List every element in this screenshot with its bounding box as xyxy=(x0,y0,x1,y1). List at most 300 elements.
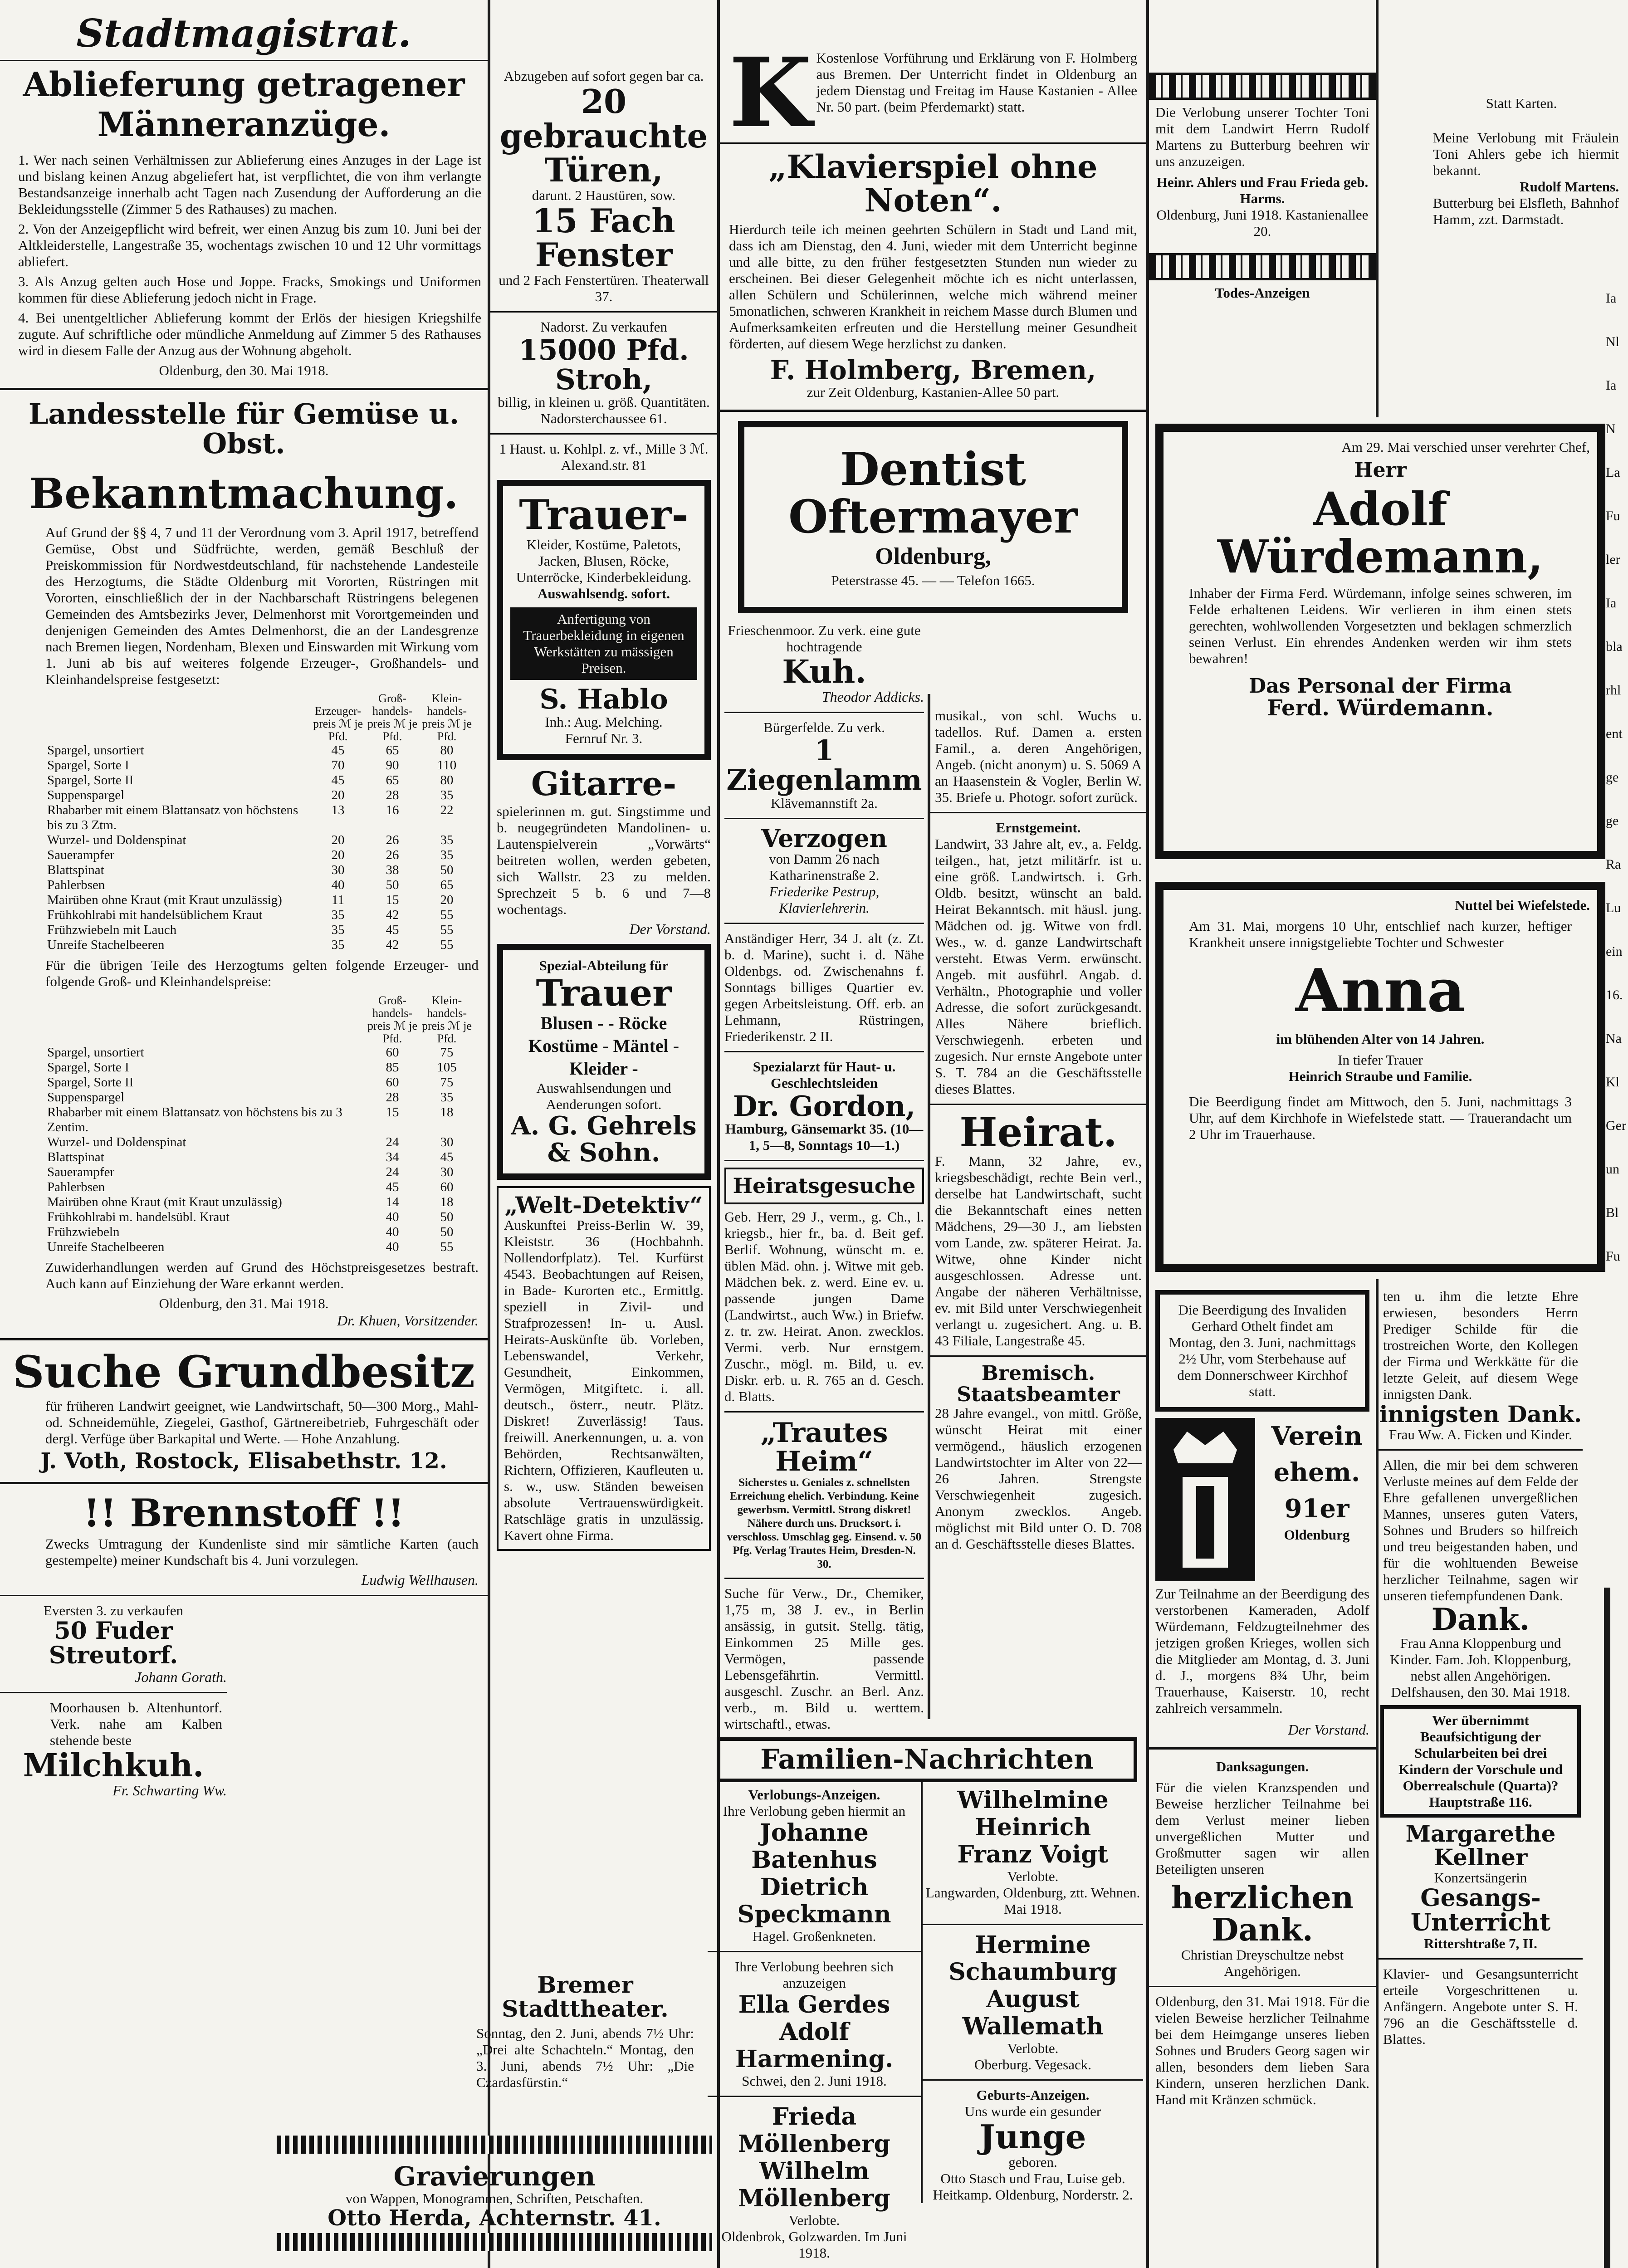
price-value: 35 xyxy=(440,1090,454,1105)
price-value: 14 xyxy=(386,1195,399,1210)
familien-right xyxy=(921,1782,1143,2203)
price-value: 45 xyxy=(331,743,345,758)
dank-intro: ten u. ihm die letzte Ehre erwiesen, besonders Herrn Prediger Schilde für die trostreichen Worte, den Kollegen der Firma und Werkkätte für die letzte Geleit, auf diesem Wege innigsten Dank. xyxy=(1383,1288,1578,1402)
divider xyxy=(720,410,1146,412)
divider xyxy=(923,2079,1143,2081)
edge-fragment: ge xyxy=(1606,813,1619,828)
ornament xyxy=(1149,253,1376,280)
price-row xyxy=(45,758,474,773)
dank-title: herzlichen Dank. xyxy=(1171,1880,1354,1949)
stroh-pre: Nadorst. Zu verkaufen xyxy=(540,318,667,335)
price-value: 45 xyxy=(386,1180,399,1195)
bekanntmachung-signer: Dr. Khuen, Vorsitzender. xyxy=(337,1312,479,1329)
divider xyxy=(724,1411,924,1413)
holmberg-name: F. Holmberg, Bremen, xyxy=(770,355,1096,386)
kuh-text: Frieschenmoor. Zu verk. eine gute hochtragende xyxy=(728,622,921,655)
kellner-title: Gesangs-Unterricht xyxy=(1410,1884,1551,1937)
price-item: Wurzel- und Doldenspinat xyxy=(47,833,186,848)
grundbesitz-title: Suche Grundbesitz xyxy=(13,1346,475,1398)
price-value: 45 xyxy=(386,923,399,938)
edge-fragment: ent xyxy=(1606,726,1623,741)
verlobung-place: Butterburg bei Elsfleth, Bahnhof Hamm, zzt. Darmstadt. xyxy=(1433,195,1619,227)
wuerdemann-herr: Herr xyxy=(1354,459,1407,482)
geburt-title: Junge xyxy=(979,2117,1086,2156)
price-value: 85 xyxy=(386,1060,399,1075)
wuerdemann-body: Inhaber der Firma Ferd. Würdemann, infolge seines schweren, im Felde erhaltenen Leidens. Wir verlieren in ihm einen stets gerechten, wohlwollenden Vorgesetzten und beklagen schmerzlich seinen Verlust. Ein ehrendes Andenken werden wir ihm stets bewahren! xyxy=(1189,585,1572,667)
v4-label: Verlobte. xyxy=(1007,2040,1059,2056)
price-row xyxy=(45,803,474,833)
divider xyxy=(0,388,488,390)
divider xyxy=(0,1692,227,1693)
crown-emblem-icon xyxy=(1155,1418,1255,1581)
col-head-erzeuger: Erzeuger-preis ℳ je Pfd. xyxy=(313,704,363,743)
column-rule xyxy=(1604,1588,1610,2268)
gehrels-items: Blusen - - Röcke Kostüme - Mäntel - Kleider - xyxy=(528,1013,680,1079)
price-value: 60 xyxy=(386,1075,399,1090)
dentist-ad xyxy=(738,421,1128,613)
price-row xyxy=(45,1090,474,1105)
v1-name-b: Dietrich Speckmann xyxy=(737,1873,891,1928)
edge-fragment: La xyxy=(1606,465,1620,480)
ornament xyxy=(277,2233,712,2251)
anna-age: im blühenden Alter von 14 Jahren. xyxy=(1276,1031,1485,1047)
price-item: Spargel, unsortiert xyxy=(47,743,144,758)
edge-fragment: ge xyxy=(1606,770,1619,785)
edge-fragment: un xyxy=(1606,1162,1619,1177)
price-value: 40 xyxy=(386,1210,399,1225)
edge-fragment: Na xyxy=(1606,1031,1622,1046)
price-value: 45 xyxy=(331,773,345,788)
dentist-addr: Peterstrasse 45. — — Telefon 1665. xyxy=(831,572,1035,588)
magistrat-item: 4. Bei unentgeltlicher Ablieferung kommt der Erlös der hiesigen Kriegshilfe zugute. Auf schriftliche oder mündliche Anmeldung auf Zimmer 5 des Rathauses wird in diesem Falle der Anzug aus der Wohnung abgeholt. xyxy=(18,309,481,358)
price-row xyxy=(45,833,474,848)
holmberg-intro: Kostenlose Vorführung und Erklärung von F. Holmberg aus Bremen. Der Unterricht findet in Oldenburg an jedem Dienstag und Freitag im Hause Kastanien - Allee Nr. 50 part. (beim Pferdemarkt) statt. xyxy=(816,50,1137,115)
price-value: 50 xyxy=(440,1225,454,1240)
price-value: 40 xyxy=(386,1240,399,1255)
v2-name-a: Wilhelmine Heinrich xyxy=(957,1786,1109,1841)
tueren-title: 20 gebrauchte Türen, xyxy=(499,82,708,190)
wuerdemann-name: Adolf Würdemann, xyxy=(1217,482,1544,584)
price-row xyxy=(45,773,474,788)
ziege-title: 1 Ziegenlamm xyxy=(726,734,922,797)
price-row xyxy=(45,1165,474,1180)
divider xyxy=(724,1578,924,1579)
holmberg-ad xyxy=(729,50,1137,136)
price-row xyxy=(45,743,474,758)
price-value: 50 xyxy=(440,1210,454,1225)
price-item: Frühzwiebeln xyxy=(47,1225,120,1240)
detektiv-ad xyxy=(497,1186,711,1551)
price-value: 35 xyxy=(440,833,454,848)
milchkuh-title: Milchkuh. xyxy=(23,1746,204,1784)
price-item: Wurzel- und Doldenspinat xyxy=(47,1135,186,1150)
price-value: 60 xyxy=(440,1180,454,1195)
v3-name-a: Ella Gerdes xyxy=(738,1991,890,2019)
price-row xyxy=(45,1210,474,1225)
price-item: Rhabarber mit einem Blattansatz von höchstens bis zu 3 Zentim. xyxy=(47,1105,342,1135)
price-item: Mairüben ohne Kraut (mit Kraut unzulässig) xyxy=(47,893,282,908)
anna-place: Nuttel bei Wiefelstede. xyxy=(1455,897,1590,913)
kuh-title: Kuh. xyxy=(782,652,866,690)
divider xyxy=(0,1595,488,1596)
price-value: 35 xyxy=(440,848,454,863)
gordon-title: Dr. Gordon, xyxy=(733,1090,916,1123)
divider xyxy=(1149,1986,1376,1987)
theater-ad xyxy=(467,1969,703,2141)
verzogen-name: Friederike Pestrup, Klavierlehrerin. xyxy=(769,884,880,916)
column-3a xyxy=(724,622,924,1732)
price-value: 110 xyxy=(437,758,457,773)
divider xyxy=(930,1104,1146,1105)
magistrat-items xyxy=(18,152,481,359)
anna-fam: Heinrich Straube und Familie. xyxy=(1288,1068,1472,1084)
price-value: 75 xyxy=(440,1045,454,1060)
ernstgemeint-title: Ernstgemeint. xyxy=(996,820,1081,836)
detektiv-title: „Welt-Detektiv“ xyxy=(504,1191,703,1218)
price-item: Spargel, Sorte II xyxy=(47,1075,134,1090)
v2-label: Verlobte. xyxy=(1007,1868,1059,1884)
divider xyxy=(1149,1747,1376,1750)
v3-place: Schwei, den 2. Juni 1918. xyxy=(742,2073,887,2089)
dank3-title: Dank. xyxy=(1431,1601,1530,1637)
holmberg-title: „Klavierspiel ohne Noten“. xyxy=(768,148,1098,219)
gehrels-text: Auswahlsendungen und Aenderungen sofort. xyxy=(536,1080,671,1113)
ernstgemeint-text: Landwirt, 33 Jahre alt, ev., a. Feldg. teilgen., hat, jetzt militärfr. ist u. eine größ. Landwirtsch. i. Grh. Oldb. besitzt, wünscht an bald. Heirat Bekanntsch. mit häusl. jung. Mädchen od. jg. Witwe von frdl. Wes., w. d. ganze Landwirtschaft versteht. Etwas Verm. erwünscht. Angeb. mit ausführl. Angab. d. Verhältn., Photographie und voller Adresse, die sofort zurückgesandt. Alles Nähere brieflich. Verschwiegenh. erbeten und zugesich. Nur ernste Angebote unter S. T. 784 an die Geschäftsstelle dieses Blattes. xyxy=(935,836,1142,1097)
edge-fragment: Ra xyxy=(1606,857,1621,872)
price-value: 80 xyxy=(440,773,454,788)
theater-text: Sonntag, den 2. Juni, abends 7½ Uhr: „Drei alte Schachteln.“ Montag, den 3. Juni, abends 7½ Uhr: „Die Czardasfürstin.“ xyxy=(476,2025,694,2090)
price-value: 13 xyxy=(331,803,345,818)
price-value: 70 xyxy=(331,758,345,773)
edge-fragment: Fu xyxy=(1606,508,1620,523)
dank-head: Danksagungen. xyxy=(1216,1759,1309,1774)
price-value: 80 xyxy=(440,743,454,758)
tueren-mid: darunt. 2 Haustüren, sow. xyxy=(532,187,676,203)
price-row xyxy=(45,1135,474,1150)
verein-sig: Der Vorstand. xyxy=(1288,1721,1369,1738)
grav-text: von Wappen, Monogrammen, Schriften, Petschaften. xyxy=(345,2190,644,2206)
edge-fragment: Kl xyxy=(1606,1075,1619,1090)
price-value: 35 xyxy=(331,908,345,923)
price-row xyxy=(45,1195,474,1210)
dank-sig-6: Frau Ww. A. Ficken und Kinder. xyxy=(1389,1426,1572,1442)
familien-nachrichten xyxy=(708,1737,1146,2268)
price-value: 30 xyxy=(440,1165,454,1180)
geburt-sig: Otto Stasch und Frau, Luise geb. Heitkamp. Oldenburg, Norderstr. 2. xyxy=(933,2170,1133,2203)
streutorf-sig: Johann Gorath. xyxy=(135,1668,227,1685)
price-item: Pahlerbsen xyxy=(47,878,105,893)
price-value: 50 xyxy=(386,878,399,893)
price-value: 24 xyxy=(386,1135,399,1150)
verlobung-martens: Meine Verlobung mit Fräulein Toni Ahlers gebe ich hiermit bekannt. xyxy=(1433,130,1619,178)
streutorf-pre: Eversten 3. zu verkaufen xyxy=(43,1602,184,1618)
grundbesitz-sig: J. Voth, Rostock, Elisabethstr. 12. xyxy=(40,1448,447,1474)
haus-text: 1 Haust. u. Kohlpl. z. vf., Mille 3 ℳ. Alexand.str. 81 xyxy=(499,441,709,474)
familien-title: Familien-Nachrichten xyxy=(760,1744,1094,1775)
price-value: 75 xyxy=(440,1075,454,1090)
dank2-text-6: Allen, die mir bei dem schweren Verluste meines auf dem Felde der Ehre gefallenen unvergeßlichen Mannes, unseres guten Vaters, Sohnes und Bruders so hilfreich und treu beigestanden haben, und für die wohltuenden Beweise herzlicher Teilnahme, sagen wir unseren tiefempfundenen Dank. xyxy=(1383,1457,1578,1603)
heiratsgesuche-title: Heiratsgesuche xyxy=(733,1173,916,1198)
masthead-stadtmagistrat: Stadtmagistrat. xyxy=(76,11,411,56)
heirat-text: F. Mann, 32 Jahre, ev., kriegsbeschädigt, rechte Bein verl., derselbe hat Landwirtschaft, sucht die Bekanntschaft eines netten Mädchens, 29—30 J., am liebsten vom Lande, zw. späterer Heirat. Ja. Witwe, ohne Kinder nicht ausgeschlossen. Adresse unt. Angabe der näheren Verhältnisse, ev. mit Bild unter Verschwiegenheit verlangt u. zugesichert. Ang. u. B. 43 Filiale, Langestraße 45. xyxy=(935,1153,1142,1349)
price-value: 22 xyxy=(440,803,454,818)
price-item: Unreife Stachelbeeren xyxy=(47,938,165,953)
stroh-text: billig, in kleinen u. größ. Quantitäten. Nadorsterchaussee 61. xyxy=(498,394,710,427)
schul-box xyxy=(1380,1705,1581,1818)
price-item: Suppenspargel xyxy=(47,1090,125,1105)
bekanntmachung-mid: Für die übrigen Teile des Herzogtums gelten folgende Erzeuger- und folgende Groß- und Kleinhandelspreise: xyxy=(45,957,479,990)
streutorf-title: 50 Fuder Streutorf. xyxy=(49,1617,178,1670)
tueren-pre: Abzugeben auf sofort gegen bar ca. xyxy=(504,68,704,84)
v2-name-b: Franz Voigt xyxy=(957,1841,1109,1868)
v1-place: Hagel. Großenkneten. xyxy=(752,1928,876,1944)
musikal-text: musikal., von schl. Wuchs u. tadellos. Ruf. Damen a. ersten Famil., a. deren Angehörigen, Angeb. (nicht anonym) u. S. 5069 A an Haasenstein & Vogler, Berlin W. 35. Briefe u. Photogr. sofort zurück. xyxy=(935,708,1142,805)
gehrels-name: A. G. Gehrels & Sohn. xyxy=(511,1111,697,1168)
grav-title: Gravierungen xyxy=(393,2161,596,2192)
trauer-anf: Anfertigung von Trauerbekleidung in eigenen Werkstätten zu mässigen Preisen. xyxy=(510,607,697,680)
edge-fragment: N xyxy=(1606,421,1616,436)
edge-fragment: Bl xyxy=(1606,1205,1619,1220)
gehrels-ad xyxy=(497,944,711,1180)
trauer-items: Kleider, Kostüme, Paletots, Jacken, Blusen, Röcke, Unterröcke, Kinderbekleidung. xyxy=(516,536,692,585)
price-value: 55 xyxy=(440,923,454,938)
grundbesitz-text: für früheren Landwirt geeignet, wie Landwirtschaft, 50—300 Morg., Mahl- od. Schneidemühle, Ziegelei, Gasthof, Gärtnereibetrieb, Fuhrgeschäft oder dergl. Verfüge über Barkapital und Werte. — Hohe Anzahlung. xyxy=(45,1398,479,1447)
price-row xyxy=(45,878,474,893)
price-row xyxy=(45,1180,474,1195)
price-item: Frühkohlrabi mit handelsüblichem Kraut xyxy=(47,908,263,923)
divider xyxy=(490,433,717,435)
verlobung-sig: Rudolf Martens. xyxy=(1520,179,1619,195)
divider xyxy=(724,1160,924,1161)
verein-ad xyxy=(1155,1418,1369,1581)
edge-fragment: ein xyxy=(1606,944,1623,959)
edge-fragment: Ia xyxy=(1606,596,1617,611)
price-value: 16 xyxy=(386,803,399,818)
divider xyxy=(1379,1449,1583,1451)
price-value: 60 xyxy=(386,1045,399,1060)
price-item: Spargel, Sorte I xyxy=(47,758,129,773)
geburt-post: geboren. xyxy=(1008,2154,1057,2170)
price-value: 55 xyxy=(440,908,454,923)
heiratsgesuche-head xyxy=(724,1168,924,1204)
gitarre-title: Gitarre- xyxy=(531,764,677,803)
price-value: 42 xyxy=(386,938,399,953)
price-row xyxy=(45,923,474,938)
headline-bekanntmachung: Bekanntmachung. xyxy=(29,469,459,518)
price-table-1-body xyxy=(45,743,474,953)
gehrels-pre: Spezial-Abteilung für xyxy=(539,958,669,974)
v3-pre: Ihre Verlobung beehren sich anzuzeigen xyxy=(735,1959,894,1991)
price-item: Spargel, Sorte I xyxy=(47,1060,129,1075)
familien-head xyxy=(717,1737,1137,1782)
divider xyxy=(0,60,488,61)
stroh-title: 15000 Pfd. Stroh, xyxy=(518,333,689,396)
edge-fragment: Nl xyxy=(1606,334,1619,349)
headline-landesstelle: Landesstelle für Gemüse u. Obst. xyxy=(28,397,460,460)
divider xyxy=(490,311,717,313)
edge-fragment: Ger xyxy=(1606,1118,1626,1133)
price-row xyxy=(45,848,474,863)
price-value: 18 xyxy=(440,1105,454,1120)
bekanntmachung-body: Auf Grund der §§ 4, 7 und 11 der Verordnung vom 3. April 1917, betreffend Gemüse, Obst und Südfrüchte, werden, gemäß Beschluß der Preiskommission für Nordwestdeutschland, für nachstehende Landesteile des Herzogtums, die Städte Oldenburg mit Vororten, Rüstringen mit Vororten, einschließlich der in der Nachbarschaft Rüstringens belegenen Gemeinden des Amtsbezirks Jever, Delmenhorst mit Vorortgemeinden und denjenigen Gemeinden des Amtes Delmenhorst, die an der Landesgrenze nach Bremen liegen, Nordenham, Blexen und Einswarden mit Wirkung vom 1. Juni ab bis auf weiteres folgende Erzeuger-, Großhandels- und Kleinhandelspreise festgesetzt: xyxy=(45,524,479,688)
detektiv-text: Auskunftei Preiss-Berlin W. 39, Kleiststr. 36 (Hochbahnh. Nollendorfplatz). Tel. Kurfürst 4543. Beobachtungen auf Reisen, in Bade- Kurorten etc., Ermittlg. speziell in Zivil- und Strafprozessen! In- u. Ausl. Heirats-Auskünfte üb. Vorleben, Lebenswandel, Verkehr, Gesundheit, Einkommen, Vermögen, Mitgiftetc. i. all. deutsch., österr., neutr. Plätz. Diskret! Zuverlässig! Taus. freiwill. Anerkennungen, u. a. von Behörden, Rechtsanwälten, Richtern, Offizieren, Kaufleuten u. s. w., usw. Ständen beweisen absolute Vertrauenswürdigkeit. Ratschläge gratis in unzulässig. Kavert ohne Firma. xyxy=(504,1217,704,1544)
wuerdemann-sig1: Das Personal der Firma xyxy=(1249,675,1512,698)
staatsbeamter-title: Bremisch. Staatsbeamter xyxy=(957,1362,1120,1406)
price-item: Unreife Stachelbeeren xyxy=(47,1240,165,1255)
price-table-2-body xyxy=(45,1045,474,1255)
price-value: 65 xyxy=(440,878,454,893)
v5-name-b: Wilhelm Möllenberg xyxy=(738,2157,890,2212)
price-value: 30 xyxy=(331,863,345,878)
price-item: Mairüben ohne Kraut (mit Kraut unzulässig) xyxy=(47,1195,282,1210)
othelt-box xyxy=(1155,1290,1369,1412)
edge-fragment: 16. xyxy=(1606,987,1623,1002)
divider xyxy=(708,2096,921,2097)
trautes-heim-text: Sicherstes u. Geniales z. schnellsten Erreichung ehelich. Verbindung. Keine gewerbsm. Vermittl. Strong diskret! Nähere durch uns. Drucksort. i. verschloss. Umschlag geg. Einsend. v. 50 Pfg. Verlag Trautes Heim, Dresden-N. 30. xyxy=(727,1476,922,1570)
dentist-title: Dentist Oftermayer xyxy=(788,442,1078,543)
column-5b xyxy=(1149,1284,1376,2268)
edge-fragment: ler xyxy=(1606,552,1620,567)
price-value: 26 xyxy=(386,848,399,863)
price-row xyxy=(45,893,474,908)
chemiker-text: Suche für Verw., Dr., Chemiker, 1,75 m, 38 J. ev., in Berlin ansässig, in gutsit. Stellg. tätig, Einkommen 25 Mille ges. Vermögen, passende Lebensgefährtin. Vermittl. ausgeschl. Zuschr. an Berl. Anz. verb., m. Bild u. werttem. wirtschaftl., etwas. xyxy=(724,1585,924,1732)
v1-pre: Ihre Verlobung geben hiermit an xyxy=(723,1803,906,1819)
gordon-text: Hamburg, Gänsemarkt 35. (10—1, 5—8, Sonntags 10—1.) xyxy=(725,1121,924,1154)
hablo-name: S. Hablo xyxy=(539,683,668,715)
headline-ablieferung: Ablieferung getragener xyxy=(23,65,465,105)
dentist-city: Oldenburg, xyxy=(875,543,991,569)
heirat-title: Heirat. xyxy=(959,1109,1117,1156)
edge-fragment: rhl xyxy=(1606,683,1621,698)
magistrat-item: 1. Wer nach seinen Verhältnissen zur Ablieferung eines Anzuges in der Lage ist und bislang keinen Anzug abgeliefert hat, ist verpflichtet, die von ihm verlangte Bestandsanzeige innerhalb acht Tagen nach Zusendung der Aufforderung an die Bekleidungsstelle (Zimmer 5 des Rathauses) zu machen. xyxy=(18,152,481,217)
anna-burial: Die Beerdigung findet am Mittwoch, den 5. Juni, nachmittags 3 Uhr, auf dem Kirchhofe in Wiefelstede statt. — Trauerandacht um 2 Uhr im Trauerhause. xyxy=(1189,1093,1572,1142)
dank2-text: Oldenburg, den 31. Mai 1918. Für die vielen Beweise herzlicher Teilnahme bei dem Heimgange unseres lieben Sohnes und Bruders Georg sagen wir allen, besonders dem lieben Sara Kindern, unseren herzlichen Dank. Hand mit Kränzen schmück. xyxy=(1155,1993,1369,2107)
theater-title: Bremer Stadttheater. xyxy=(502,1971,669,2022)
brennstoff-title: !! Brennstoff !! xyxy=(83,1490,405,1535)
ornament xyxy=(1149,73,1376,100)
divider xyxy=(923,1924,1143,1925)
price-value: 28 xyxy=(386,788,399,803)
edge-fragment: bla xyxy=(1606,639,1623,654)
price-value: 65 xyxy=(386,773,399,788)
col-head-klein-2: Klein-handels-preis ℳ je Pfd. xyxy=(421,994,472,1046)
verlobung-head: Verlobungs-Anzeigen. xyxy=(748,1787,880,1803)
divider xyxy=(724,923,924,924)
price-value: 35 xyxy=(440,788,454,803)
dropcap-k: K xyxy=(729,50,812,136)
price-value: 20 xyxy=(331,788,345,803)
price-value: 20 xyxy=(440,893,454,908)
v4-place: Oberburg. Vegesack. xyxy=(974,2057,1091,2072)
ziege-addr: Klävemannstift 2a. xyxy=(771,795,878,811)
v5-place: Oldenbrok, Golzwarden. Im Juni 1918. xyxy=(721,2229,907,2261)
price-value: 35 xyxy=(331,923,345,938)
price-value: 26 xyxy=(386,833,399,848)
verein-text: Zur Teilnahme an der Beerdigung des verstorbenen Kameraden, Adolf Würdemann, Feldzugteilnehmer des jetzigen großen Krieges, wollen sich die Mitglieder am Montag, d. 3. Juni d. J., morgens 8¾ Uhr, beim Trauerhause, Kaiserstr. 10, recht zahlreich versammeln. xyxy=(1155,1586,1369,1716)
anstaendig-text: Anständiger Herr, 34 J. alt (z. Zt. b. d. Marine), sucht i. d. Nähe Oldenbgs. od. Zwischenahns f. Sonntags billiges Quartier ev. gegen Arbeitsleistung. Off. erb. an Lehmann, Rüstringen, Friederikenstr. 2 II. xyxy=(724,930,924,1045)
edge-fragment: Ia xyxy=(1606,378,1617,393)
price-value: 20 xyxy=(331,833,345,848)
wuerdemann-sig2: Ferd. Würdemann. xyxy=(1267,695,1494,721)
holmberg-text: Hierdurch teile ich meinen geehrten Schülern in Stadt und Land mit, dass ich am Dienstag, den 4. Juni, wieder mit dem Unterricht beginne und alle bitte, zu den früher festgesetzten Stunden nun wieder zu erscheinen. Bei dieser Gelegenheit möchte ich es nicht unterlassen, allen Schülern und Schülerinnen, welche mich während meiner 5monatlichen, schweren Krankheit in reichem Masse durch Blumen und Aufmerksamkeiten erfreuten und die Herstellung meiner Gesundheit förderten, auf diesem Wege herzlichst zu danken. xyxy=(729,221,1137,352)
price-value: 65 xyxy=(386,743,399,758)
statt-karten-place: Oldenburg, Juni 1918. Kastanienallee 20. xyxy=(1156,207,1369,239)
price-row xyxy=(45,1105,474,1135)
price-value: 28 xyxy=(386,1090,399,1105)
milchkuh-text: Moorhausen b. Altenhuntorf. Verk. nahe am Kalben stehende beste xyxy=(50,1699,222,1748)
milchkuh-sig: Fr. Schwarting Ww. xyxy=(112,1782,227,1799)
edge-fragment: Fu xyxy=(1606,1249,1620,1264)
statt-karten-head: Statt Karten. xyxy=(1486,95,1557,111)
divider xyxy=(708,1951,921,1952)
price-item: Suppenspargel xyxy=(47,788,125,803)
geburt-pre: Uns wurde ein gesunder xyxy=(964,2103,1101,2119)
v4-name-a: Hermine Schaumburg xyxy=(948,1931,1117,1986)
brennstoff-sig: Ludwig Wellhausen. xyxy=(361,1571,479,1588)
price-row xyxy=(45,1240,474,1255)
price-value: 105 xyxy=(437,1060,457,1075)
price-row xyxy=(45,863,474,878)
price-item: Rhabarber mit einem Blattansatz von höchstens bis zu 3 Ztm. xyxy=(47,803,298,833)
price-value: 90 xyxy=(386,758,399,773)
schul-text: Wer übernimmt Beaufsichtigung der Schularbeiten bei drei Kindern der Vorschule und Oberrealschule (Quarta)? Hauptstraße 116. xyxy=(1398,1712,1563,1810)
grav-name: Otto Herda, Achternstr. 41. xyxy=(328,2205,661,2231)
kellner-pre: Konzertsängerin xyxy=(1434,1869,1527,1886)
price-value: 20 xyxy=(331,848,345,863)
v4-name-b: August Wallemath xyxy=(962,1985,1104,2040)
staatsbeamter-text: 28 Jahre evangel., von mittl. Größe, wünscht Heirat mit einer vermögend., häuslich erzogenen Landwirtstochter im Alter von 22—26 Jahren. Strengste Verschwiegenheit zugesich. Anonym zwecklos. Angeb. möglichst mit Bild unter O. D. 708 an d. Geschäftsstelle dieses Blattes. xyxy=(935,1405,1142,1552)
ziege-pre: Bürgerfelde. Zu verk. xyxy=(763,719,885,736)
price-value: 50 xyxy=(440,863,454,878)
gitarre-text: spielerinnen m. gut. Singstimme und b. neugegründeten Mandolinen- u. Lautenspielverein „Vorwärts“ beitreten wollen, werden gebeten, sich Wallstr. 23 zu melden. Sprechzeit 5 b. 6 und 7—8 wochentags. xyxy=(497,803,711,918)
trautes-heim-title: „Trautes Heim“ xyxy=(760,1417,888,1477)
todes-anzeigen-head: Todes-Anzeigen xyxy=(1215,285,1310,301)
price-value: 55 xyxy=(440,938,454,953)
divider xyxy=(930,1355,1146,1357)
gravierungen-ad xyxy=(277,2132,712,2268)
verzogen-text: von Damm 26 nach Katharinenstraße 2. xyxy=(769,851,880,884)
edge-fragment: Lu xyxy=(1606,900,1621,915)
price-item: Blattspinat xyxy=(47,1150,104,1165)
verzogen-title: Verzogen xyxy=(761,823,887,853)
dank-head-6: innigsten Dank. xyxy=(1379,1401,1582,1427)
klavier-text: Klavier- und Gesangsunterricht erteile Vorgeschrittenen u. Anfängern. Angebote unter S. H. 796 an die Geschäftsstelle d. Blattes. xyxy=(1383,1965,1578,2047)
hablo-inh: Inh.: Aug. Melching. xyxy=(545,714,663,730)
holmberg-addr: zur Zeit Oldenburg, Kastanien-Allee 50 part. xyxy=(807,384,1060,400)
verein-city: Oldenburg xyxy=(1284,1527,1350,1543)
kuh-sig: Theodor Addicks. xyxy=(821,689,924,705)
price-row xyxy=(45,1060,474,1075)
headline-maenneranzuege: Männeranzüge. xyxy=(97,105,391,144)
col-head-gross: Groß-handels-preis ℳ je Pfd. xyxy=(367,692,418,743)
familien-left xyxy=(708,1782,921,2261)
magistrat-item: 2. Von der Anzeigepflicht wird befreit, wer einen Anzug bis zum 10. Juni bei der Altkleiderstelle, Langestraße 35, wochentags zwischen 10 und 12 Uhr vormittags abliefert. xyxy=(18,220,481,269)
trauer-ausw: Auswahlsendg. sofort. xyxy=(538,585,670,601)
geburt-head: Geburts-Anzeigen. xyxy=(976,2087,1090,2103)
verein-title: Verein ehem. 91er xyxy=(1271,1421,1363,1524)
price-value: 34 xyxy=(386,1150,399,1165)
price-value: 18 xyxy=(440,1195,454,1210)
dank-text: Für die vielen Kranzspenden und Beweise herzlicher Teilnahme bei dem Verlust meiner lieben unvergeßlichen Mutter und Großmutter sagen wir allen Beteiligten unseren xyxy=(1155,1779,1369,1877)
divider xyxy=(724,712,924,713)
price-row xyxy=(45,1045,474,1060)
price-value: 45 xyxy=(440,1150,454,1165)
magistrat-date: Oldenburg, den 30. Mai 1918. xyxy=(159,362,329,378)
divider xyxy=(0,1482,488,1484)
kellner-addr: Rittershtraße 7, II. xyxy=(1424,1935,1537,1951)
price-row xyxy=(45,1225,474,1240)
price-value: 40 xyxy=(331,878,345,893)
